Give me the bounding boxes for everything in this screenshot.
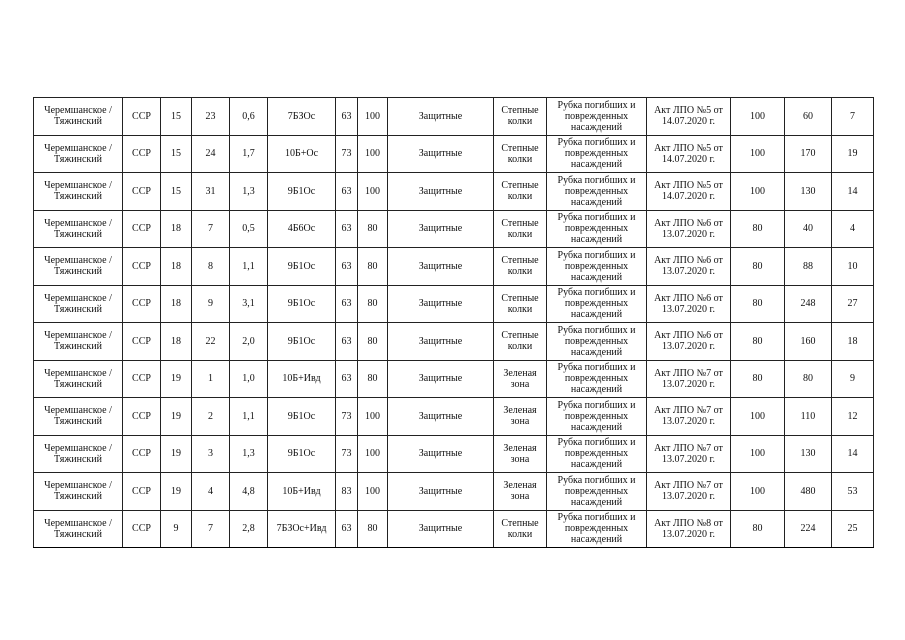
- cell-unit: Зеленая зона: [494, 398, 547, 436]
- cell-unit: Степные колки: [494, 210, 547, 248]
- cell-composition: 9Б1Ос: [268, 173, 336, 211]
- cell-act: Акт ЛПО №7 от 13.07.2020 г.: [647, 435, 731, 473]
- cell-quarter: 15: [161, 173, 192, 211]
- cell-plot: 7: [192, 210, 230, 248]
- cell-group: ССР: [123, 323, 161, 361]
- cell-place: Черемшанское / Тяжинский: [34, 248, 123, 286]
- cell-category: Защитные: [388, 435, 494, 473]
- cell-composition: 10Б+Ивд: [268, 360, 336, 398]
- cell-plot: 23: [192, 98, 230, 136]
- cell-age: 63: [336, 98, 358, 136]
- cell-damage: 80: [731, 323, 785, 361]
- cell-place: Черемшанское / Тяжинский: [34, 285, 123, 323]
- cell-quarter: 18: [161, 248, 192, 286]
- cell-quarter: 9: [161, 510, 192, 548]
- cell-group: ССР: [123, 360, 161, 398]
- cell-composition: 10Б+Ос: [268, 135, 336, 173]
- cell-area: 2,8: [230, 510, 268, 548]
- cell-damage: 80: [731, 248, 785, 286]
- table-row: [34, 398, 874, 436]
- cell-age: 63: [336, 285, 358, 323]
- cell-place: Черемшанское / Тяжинский: [34, 360, 123, 398]
- cell-act: Акт ЛПО №6 от 13.07.2020 г.: [647, 210, 731, 248]
- cell-act: Акт ЛПО №5 от 14.07.2020 г.: [647, 98, 731, 136]
- cell-damage: 80: [731, 210, 785, 248]
- cell-quarter: 15: [161, 98, 192, 136]
- cell-place: Черемшанское / Тяжинский: [34, 398, 123, 436]
- cell-quarter: 18: [161, 285, 192, 323]
- cell-age: 63: [336, 210, 358, 248]
- cell-category: Защитные: [388, 285, 494, 323]
- cell-age2: 80: [358, 360, 388, 398]
- table-row: [34, 173, 874, 211]
- cell-volume2: 7: [832, 98, 874, 136]
- cell-composition: 9Б1Ос: [268, 398, 336, 436]
- cell-act: Акт ЛПО №8 от 13.07.2020 г.: [647, 510, 731, 548]
- table-row: [34, 473, 874, 511]
- cell-quarter: 19: [161, 435, 192, 473]
- cell-category: Защитные: [388, 398, 494, 436]
- cell-place: Черемшанское / Тяжинский: [34, 473, 123, 511]
- table-row: [34, 248, 874, 286]
- cell-volume2: 4: [832, 210, 874, 248]
- cell-category: Защитные: [388, 135, 494, 173]
- cell-unit: Степные колки: [494, 510, 547, 548]
- cell-composition: 7БЗОс: [268, 98, 336, 136]
- cell-damage: 100: [731, 173, 785, 211]
- cell-category: Защитные: [388, 510, 494, 548]
- cell-act: Акт ЛПО №7 от 13.07.2020 г.: [647, 473, 731, 511]
- cell-composition: 7БЗОс+Ивд: [268, 510, 336, 548]
- cell-damage: 80: [731, 510, 785, 548]
- cell-volume: 130: [785, 435, 832, 473]
- cell-cut-type: Рубка погибших и поврежденных насаждений: [547, 248, 647, 286]
- cell-volume2: 27: [832, 285, 874, 323]
- cell-group: ССР: [123, 173, 161, 211]
- cell-cut-type: Рубка погибших и поврежденных насаждений: [547, 98, 647, 136]
- cell-damage: 100: [731, 98, 785, 136]
- cell-volume: 160: [785, 323, 832, 361]
- cell-damage: 100: [731, 398, 785, 436]
- cell-volume2: 19: [832, 135, 874, 173]
- cell-area: 1,1: [230, 398, 268, 436]
- cell-cut-type: Рубка погибших и поврежденных насаждений: [547, 323, 647, 361]
- cell-volume2: 12: [832, 398, 874, 436]
- cell-age2: 100: [358, 473, 388, 511]
- cell-group: ССР: [123, 135, 161, 173]
- cell-plot: 8: [192, 248, 230, 286]
- cell-area: 0,5: [230, 210, 268, 248]
- cell-age2: 100: [358, 398, 388, 436]
- cell-age2: 80: [358, 323, 388, 361]
- cell-place: Черемшанское / Тяжинский: [34, 435, 123, 473]
- cell-area: 4,8: [230, 473, 268, 511]
- table-row: [34, 435, 874, 473]
- cell-cut-type: Рубка погибших и поврежденных насаждений: [547, 398, 647, 436]
- cell-unit: Степные колки: [494, 135, 547, 173]
- cell-area: 3,1: [230, 285, 268, 323]
- cell-age: 83: [336, 473, 358, 511]
- cell-unit: Степные колки: [494, 98, 547, 136]
- cell-volume: 130: [785, 173, 832, 211]
- cell-age: 63: [336, 323, 358, 361]
- cell-damage: 80: [731, 285, 785, 323]
- cell-act: Акт ЛПО №7 от 13.07.2020 г.: [647, 360, 731, 398]
- cell-area: 1,3: [230, 173, 268, 211]
- cell-age: 73: [336, 135, 358, 173]
- cell-quarter: 18: [161, 210, 192, 248]
- cell-plot: 2: [192, 398, 230, 436]
- cell-volume: 224: [785, 510, 832, 548]
- cell-composition: 9Б1Ос: [268, 285, 336, 323]
- cell-volume2: 9: [832, 360, 874, 398]
- cell-damage: 100: [731, 135, 785, 173]
- table-row: [34, 98, 874, 136]
- table-body: [34, 98, 874, 548]
- cell-volume: 40: [785, 210, 832, 248]
- cell-volume2: 14: [832, 173, 874, 211]
- cell-category: Защитные: [388, 98, 494, 136]
- table-row: [34, 510, 874, 548]
- cell-category: Защитные: [388, 473, 494, 511]
- cell-quarter: 19: [161, 398, 192, 436]
- cell-cut-type: Рубка погибших и поврежденных насаждений: [547, 285, 647, 323]
- cell-plot: 24: [192, 135, 230, 173]
- cell-age2: 80: [358, 210, 388, 248]
- cell-area: 0,6: [230, 98, 268, 136]
- cell-age: 73: [336, 398, 358, 436]
- cell-composition: 4Б6Ос: [268, 210, 336, 248]
- cell-age: 73: [336, 435, 358, 473]
- cell-category: Защитные: [388, 360, 494, 398]
- cell-cut-type: Рубка погибших и поврежденных насаждений: [547, 360, 647, 398]
- cell-volume: 80: [785, 360, 832, 398]
- cell-unit: Степные колки: [494, 285, 547, 323]
- cell-volume: 110: [785, 398, 832, 436]
- cell-quarter: 19: [161, 360, 192, 398]
- cell-unit: Степные колки: [494, 173, 547, 211]
- cell-area: 1,3: [230, 435, 268, 473]
- cell-damage: 80: [731, 360, 785, 398]
- cell-place: Черемшанское / Тяжинский: [34, 98, 123, 136]
- cell-area: 1,1: [230, 248, 268, 286]
- cell-composition: 9Б1Ос: [268, 323, 336, 361]
- cell-unit: Степные колки: [494, 248, 547, 286]
- cell-volume: 170: [785, 135, 832, 173]
- cell-plot: 1: [192, 360, 230, 398]
- cell-volume2: 14: [832, 435, 874, 473]
- cell-volume2: 53: [832, 473, 874, 511]
- cell-plot: 4: [192, 473, 230, 511]
- cell-group: ССР: [123, 473, 161, 511]
- cell-place: Черемшанское / Тяжинский: [34, 135, 123, 173]
- cell-group: ССР: [123, 210, 161, 248]
- cell-place: Черемшанское / Тяжинский: [34, 510, 123, 548]
- cell-act: Акт ЛПО №6 от 13.07.2020 г.: [647, 248, 731, 286]
- cell-cut-type: Рубка погибших и поврежденных насаждений: [547, 435, 647, 473]
- cell-unit: Степные колки: [494, 323, 547, 361]
- cell-quarter: 19: [161, 473, 192, 511]
- cell-category: Защитные: [388, 248, 494, 286]
- cell-unit: Зеленая зона: [494, 360, 547, 398]
- cell-cut-type: Рубка погибших и поврежденных насаждений: [547, 173, 647, 211]
- cell-group: ССР: [123, 398, 161, 436]
- cell-group: ССР: [123, 98, 161, 136]
- table-row: [34, 210, 874, 248]
- cell-composition: 10Б+Ивд: [268, 473, 336, 511]
- cell-group: ССР: [123, 248, 161, 286]
- cell-category: Защитные: [388, 210, 494, 248]
- cell-plot: 31: [192, 173, 230, 211]
- cell-volume: 88: [785, 248, 832, 286]
- cell-age2: 100: [358, 173, 388, 211]
- cell-volume: 480: [785, 473, 832, 511]
- cell-unit: Зеленая зона: [494, 473, 547, 511]
- cell-category: Защитные: [388, 323, 494, 361]
- cell-cut-type: Рубка погибших и поврежденных насаждений: [547, 510, 647, 548]
- cell-composition: 9Б1Ос: [268, 248, 336, 286]
- cell-age2: 100: [358, 135, 388, 173]
- cell-quarter: 18: [161, 323, 192, 361]
- cell-act: Акт ЛПО №5 от 14.07.2020 г.: [647, 135, 731, 173]
- cell-place: Черемшанское / Тяжинский: [34, 210, 123, 248]
- cell-age2: 80: [358, 510, 388, 548]
- cell-cut-type: Рубка погибших и поврежденных насаждений: [547, 135, 647, 173]
- cell-plot: 22: [192, 323, 230, 361]
- table-row: [34, 323, 874, 361]
- cell-unit: Зеленая зона: [494, 435, 547, 473]
- cell-act: Акт ЛПО №6 от 13.07.2020 г.: [647, 323, 731, 361]
- cell-area: 2,0: [230, 323, 268, 361]
- cell-age2: 100: [358, 435, 388, 473]
- cell-age: 63: [336, 510, 358, 548]
- cell-area: 1,0: [230, 360, 268, 398]
- cell-volume2: 10: [832, 248, 874, 286]
- cell-age: 63: [336, 248, 358, 286]
- cell-group: ССР: [123, 435, 161, 473]
- cell-age2: 80: [358, 248, 388, 286]
- table-row: [34, 135, 874, 173]
- cell-act: Акт ЛПО №7 от 13.07.2020 г.: [647, 398, 731, 436]
- cell-act: Акт ЛПО №6 от 13.07.2020 г.: [647, 285, 731, 323]
- cell-plot: 7: [192, 510, 230, 548]
- cell-place: Черемшанское / Тяжинский: [34, 173, 123, 211]
- cell-plot: 3: [192, 435, 230, 473]
- cell-act: Акт ЛПО №5 от 14.07.2020 г.: [647, 173, 731, 211]
- cell-category: Защитные: [388, 173, 494, 211]
- cell-volume2: 18: [832, 323, 874, 361]
- cell-damage: 100: [731, 435, 785, 473]
- cell-age: 63: [336, 173, 358, 211]
- cell-area: 1,7: [230, 135, 268, 173]
- cell-place: Черемшанское / Тяжинский: [34, 323, 123, 361]
- cell-composition: 9Б1Ос: [268, 435, 336, 473]
- forest-cutting-table: [33, 97, 874, 548]
- cell-quarter: 15: [161, 135, 192, 173]
- cell-cut-type: Рубка погибших и поврежденных насаждений: [547, 473, 647, 511]
- cell-volume: 60: [785, 98, 832, 136]
- cell-volume2: 25: [832, 510, 874, 548]
- cell-group: ССР: [123, 510, 161, 548]
- cell-age2: 100: [358, 98, 388, 136]
- cell-plot: 9: [192, 285, 230, 323]
- cell-cut-type: Рубка погибших и поврежденных насаждений: [547, 210, 647, 248]
- cell-damage: 100: [731, 473, 785, 511]
- table-row: [34, 360, 874, 398]
- cell-group: ССР: [123, 285, 161, 323]
- table-row: [34, 285, 874, 323]
- cell-age: 63: [336, 360, 358, 398]
- cell-volume: 248: [785, 285, 832, 323]
- cell-age2: 80: [358, 285, 388, 323]
